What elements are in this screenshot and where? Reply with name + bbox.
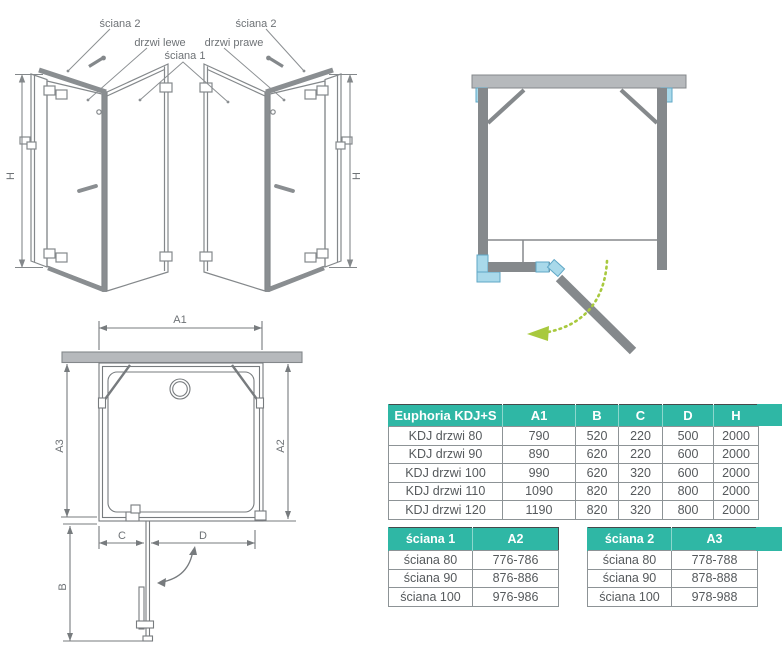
table-cell: 976-986: [473, 588, 559, 607]
model-name: KDJ drzwi 80: [389, 427, 503, 446]
wall-name: ściana 80: [588, 551, 672, 570]
model-name: KDJ drzwi 120: [389, 501, 503, 520]
main-table-header-row: [389, 405, 759, 427]
top-view-diagram: [472, 75, 686, 351]
plan-view-diagram: [61, 321, 302, 641]
table-row: [389, 569, 559, 588]
col-a2: A2: [473, 528, 559, 551]
table-cell: 800: [663, 501, 714, 520]
table-cell: 820: [576, 482, 619, 501]
table-cell: 220: [619, 427, 663, 446]
table-cell: 2000: [714, 445, 759, 464]
table-row: [389, 427, 759, 446]
wall1-size-table: [388, 527, 559, 607]
model-name: KDJ drzwi 100: [389, 464, 503, 483]
table-cell: 320: [619, 501, 663, 520]
wall-name: ściana 80: [389, 551, 473, 570]
header-band-extension: [757, 404, 782, 426]
table-cell: 978-988: [672, 588, 758, 607]
table-cell: 500: [663, 427, 714, 446]
table-cell: 2000: [714, 501, 759, 520]
table-cell: 2000: [714, 427, 759, 446]
table-row: [389, 501, 759, 520]
door-left-label: drzwi lewe: [134, 37, 186, 49]
right-enclosure-3d: [200, 56, 352, 292]
wall-bar: [62, 352, 302, 363]
table-cell: 790: [503, 427, 576, 446]
dim-a1-label: A1: [173, 314, 187, 326]
wall2-size-table: [587, 527, 758, 607]
left-glass-wall: [478, 88, 488, 270]
table-row: [588, 551, 758, 570]
wall2-right-label: ściana 2: [235, 18, 277, 30]
col-a1: A1: [503, 405, 576, 427]
table-cell: 1090: [503, 482, 576, 501]
table-cell: 820: [576, 501, 619, 520]
height-label-right: H: [351, 172, 363, 180]
col-d: D: [663, 405, 714, 427]
table-row: [389, 445, 759, 464]
wall2-table-header-row: [588, 528, 758, 551]
height-dimension-right: [329, 74, 357, 268]
open-door: [559, 278, 633, 351]
col-a3: A3: [672, 528, 758, 551]
dim-c-label: C: [118, 530, 126, 542]
col-b: B: [576, 405, 619, 427]
col-h: H: [714, 405, 759, 427]
table-cell: 1190: [503, 501, 576, 520]
table-cell: 220: [619, 482, 663, 501]
plan-swing-arc: [162, 550, 193, 582]
header-band-extension: [756, 527, 782, 551]
wall2-table-title: ściana 2: [588, 528, 672, 551]
height-label-left: H: [5, 172, 17, 180]
model-name: KDJ drzwi 90: [389, 445, 503, 464]
height-dimension-left: [15, 74, 43, 268]
wall1-table-title: ściana 1: [389, 528, 473, 551]
dim-a3-label: A3: [54, 439, 66, 453]
table-cell: 520: [576, 427, 619, 446]
wall1-table-header-row: [389, 528, 559, 551]
table-row: [389, 464, 759, 483]
table-cell: 620: [576, 445, 619, 464]
table-cell: 990: [503, 464, 576, 483]
table-cell: 600: [663, 464, 714, 483]
dim-a2-label: A2: [275, 439, 287, 453]
table-cell: 800: [663, 482, 714, 501]
wall-name: ściana 90: [389, 569, 473, 588]
table-cell: 890: [503, 445, 576, 464]
dim-b-label: B: [57, 583, 69, 591]
table-cell: 600: [663, 445, 714, 464]
main-table-title: Euphoria KDJ+S: [389, 405, 503, 427]
wall2-left-label: ściana 2: [99, 18, 141, 30]
table-row: [588, 588, 758, 607]
table-cell: 220: [619, 445, 663, 464]
wall-name: ściana 100: [389, 588, 473, 607]
table-cell: 776-786: [473, 551, 559, 570]
table-cell: 2000: [714, 464, 759, 483]
left-enclosure-3d: [20, 56, 172, 292]
table-cell: 876-886: [473, 569, 559, 588]
col-c: C: [619, 405, 663, 427]
table-row: [389, 482, 759, 501]
table-row: [389, 551, 559, 570]
wall-name: ściana 90: [588, 569, 672, 588]
wall1-label: ściana 1: [164, 50, 206, 62]
door-right-label: drzwi prawe: [204, 37, 264, 49]
table-row: [389, 588, 559, 607]
door-swing-arrowhead: [527, 326, 549, 341]
wall-name: ściana 100: [588, 588, 672, 607]
table-cell: 778-788: [672, 551, 758, 570]
dim-d-label: D: [199, 530, 207, 542]
table-cell: 620: [576, 464, 619, 483]
model-name: KDJ drzwi 110: [389, 482, 503, 501]
table-cell: 878-888: [672, 569, 758, 588]
table-cell: 320: [619, 464, 663, 483]
right-glass-wall: [657, 88, 667, 270]
table-row: [588, 569, 758, 588]
main-size-table: [388, 404, 759, 520]
table-cell: 2000: [714, 482, 759, 501]
